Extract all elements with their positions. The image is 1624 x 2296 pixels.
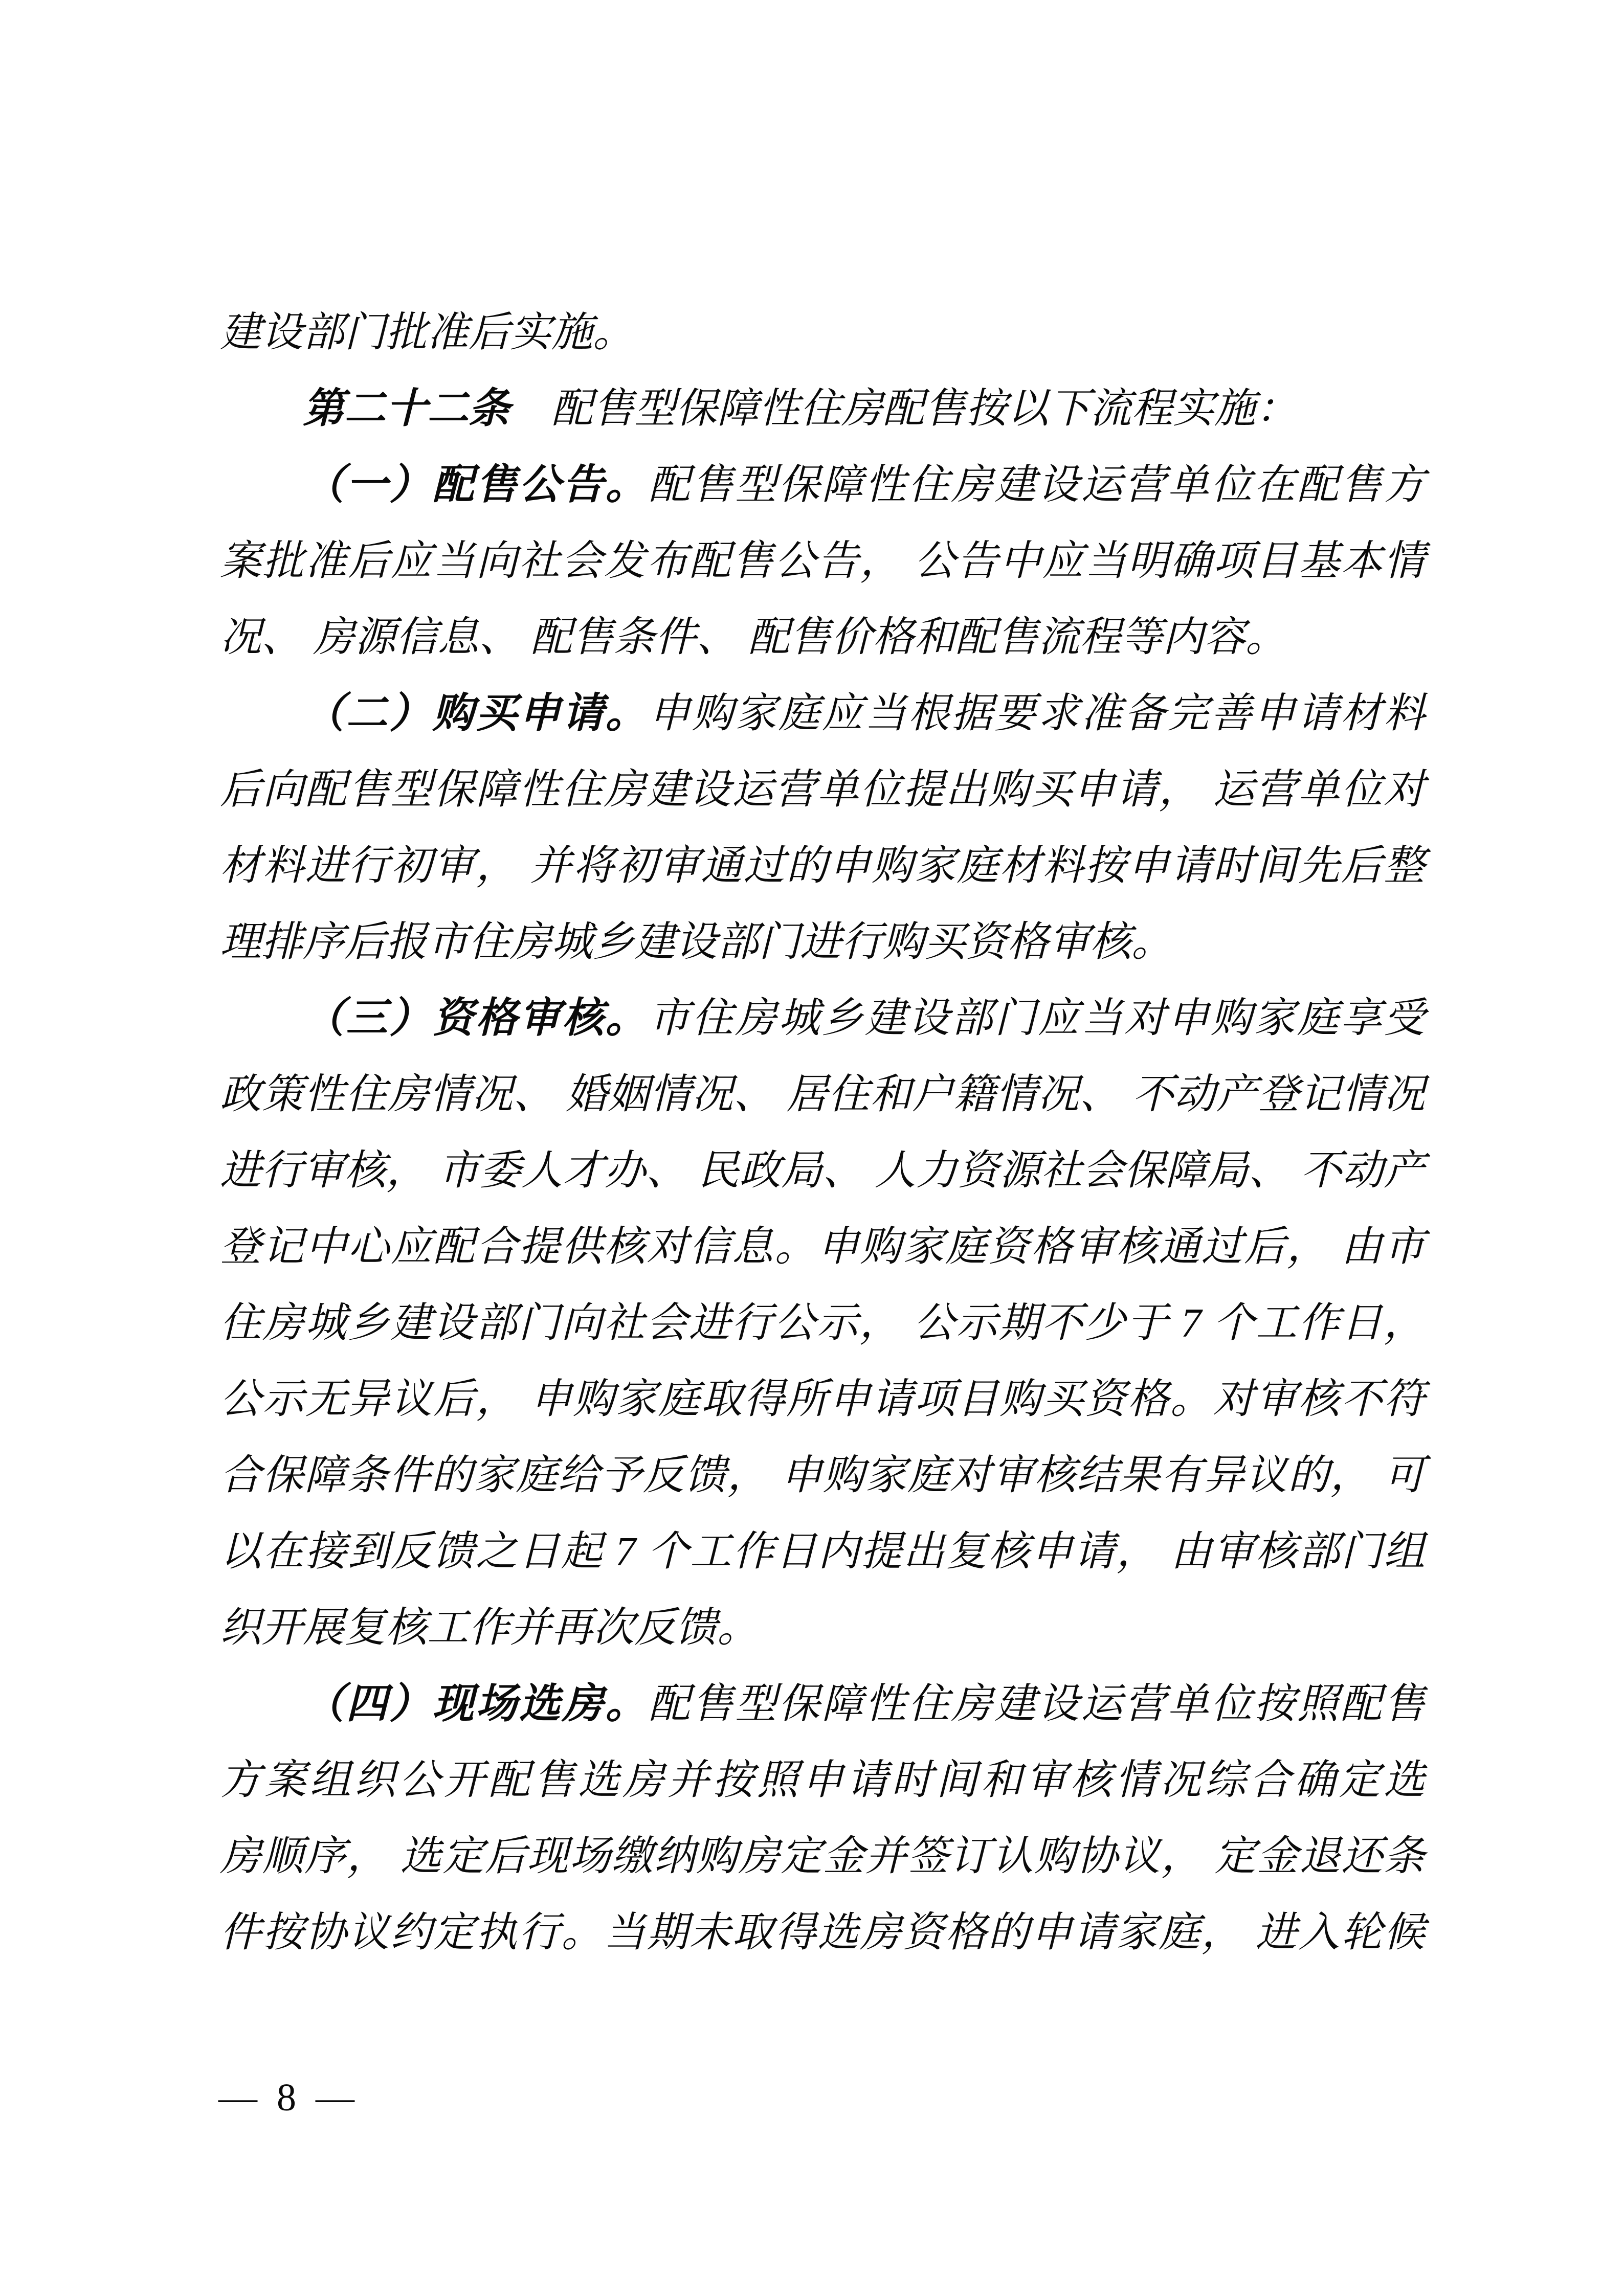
text-run: 合保障条件的家庭给予反馈， 申购家庭对审核结果有异议的， 可 [220, 1452, 1425, 1498]
paragraph-article-22 [220, 371, 1425, 447]
text-run: 房顺序， 选定后现场缴纳购房定金并签订认购协议， 定金退还条 [220, 1833, 1425, 1879]
text-line [220, 1209, 1425, 1285]
text-line [220, 1895, 1425, 1971]
text-run: 配售型保障性住房建设运营单位按照配售 [649, 1681, 1425, 1727]
text-line [220, 371, 1425, 447]
text-line [220, 904, 1425, 980]
text-run: 织开展复核工作并再次反馈。 [220, 1605, 759, 1651]
text-run: 以在接到反馈之日起 7 个工作日内提出复核申请， 由审核部门组 [220, 1528, 1425, 1574]
text-line [220, 1285, 1425, 1361]
text-run: 登记中心应配合提供核对信息。申购家庭资格审核通过后， 由市 [220, 1224, 1425, 1270]
text-line [220, 752, 1425, 828]
bold-text-run: （三）资格审核。 [303, 995, 649, 1041]
text-run: 公示无异议后， 申购家庭取得所申请项目购买资格。对审核不符 [220, 1376, 1425, 1422]
text-run: 建设部门批准后实施。 [220, 309, 635, 355]
paragraph-item-1-sale-announcement [220, 447, 1425, 676]
text-run: 后向配售型保障性住房建设运营单位提出购买申请， 运营单位对 [220, 767, 1425, 813]
bold-text-run: （二）购买申请。 [303, 690, 649, 736]
paragraph-item-4-onsite-selection [220, 1666, 1425, 1971]
text-run: 件按协议约定执行。当期未取得选房资格的申请家庭， 进入轮候 [220, 1909, 1425, 1955]
text-run: 理排序后报市住房城乡建设部门进行购买资格审核。 [220, 919, 1173, 965]
text-run: 市住房城乡建设部门应当对申购家庭享受 [649, 995, 1425, 1041]
text-line [220, 295, 1425, 371]
text-line [220, 1514, 1425, 1590]
text-run: 政策性住房情况、 婚姻情况、 居住和户籍情况、 不动产登记情况 [220, 1071, 1425, 1117]
bold-text-run: 第二十二条 [303, 386, 510, 432]
page-number: — 8 — [218, 2076, 354, 2119]
text-run: 进行审核， 市委人才办、 民政局、 人力资源社会保障局、 不动产 [220, 1147, 1425, 1194]
text-line [220, 1666, 1425, 1742]
paragraph-item-2-purchase-application [220, 676, 1425, 980]
text-run: 案批准后应当向社会发布配售公告， 公告中应当明确项目基本情 [220, 538, 1425, 584]
paragraph-item-3-qualification-review [220, 980, 1425, 1666]
text-run: 材料进行初审， 并将初审通过的申购家庭材料按申请时间先后整 [220, 843, 1425, 889]
text-run: 配售型保障性住房配售按以下流程实施： [510, 386, 1298, 432]
text-line [220, 1742, 1425, 1818]
text-run: 方案组织公开配售选房并按照申请时间和审核情况综合确定选 [220, 1757, 1425, 1803]
text-line [220, 1590, 1425, 1666]
bold-text-run: （四）现场选房。 [303, 1681, 649, 1727]
text-line [220, 523, 1425, 599]
page-body-text [220, 295, 1425, 1971]
text-line [220, 447, 1425, 523]
text-run: 住房城乡建设部门向社会进行公示， 公示期不少于 7 个工作日， [220, 1300, 1425, 1346]
text-line [220, 1056, 1425, 1133]
text-line [220, 676, 1425, 752]
text-run: 况、 房源信息、 配售条件、 配售价格和配售流程等内容。 [220, 614, 1287, 660]
text-line [220, 1818, 1425, 1895]
text-run: 配售型保障性住房建设运营单位在配售方 [649, 462, 1425, 508]
text-run: 申购家庭应当根据要求准备完善申请材料 [649, 690, 1425, 736]
text-line [220, 1133, 1425, 1209]
text-line [220, 980, 1425, 1056]
text-line [220, 828, 1425, 904]
text-line [220, 1361, 1425, 1437]
bold-text-run: （一）配售公告。 [303, 462, 649, 508]
text-line [220, 1437, 1425, 1514]
text-line [220, 599, 1425, 676]
paragraph-continuation [220, 295, 1425, 371]
